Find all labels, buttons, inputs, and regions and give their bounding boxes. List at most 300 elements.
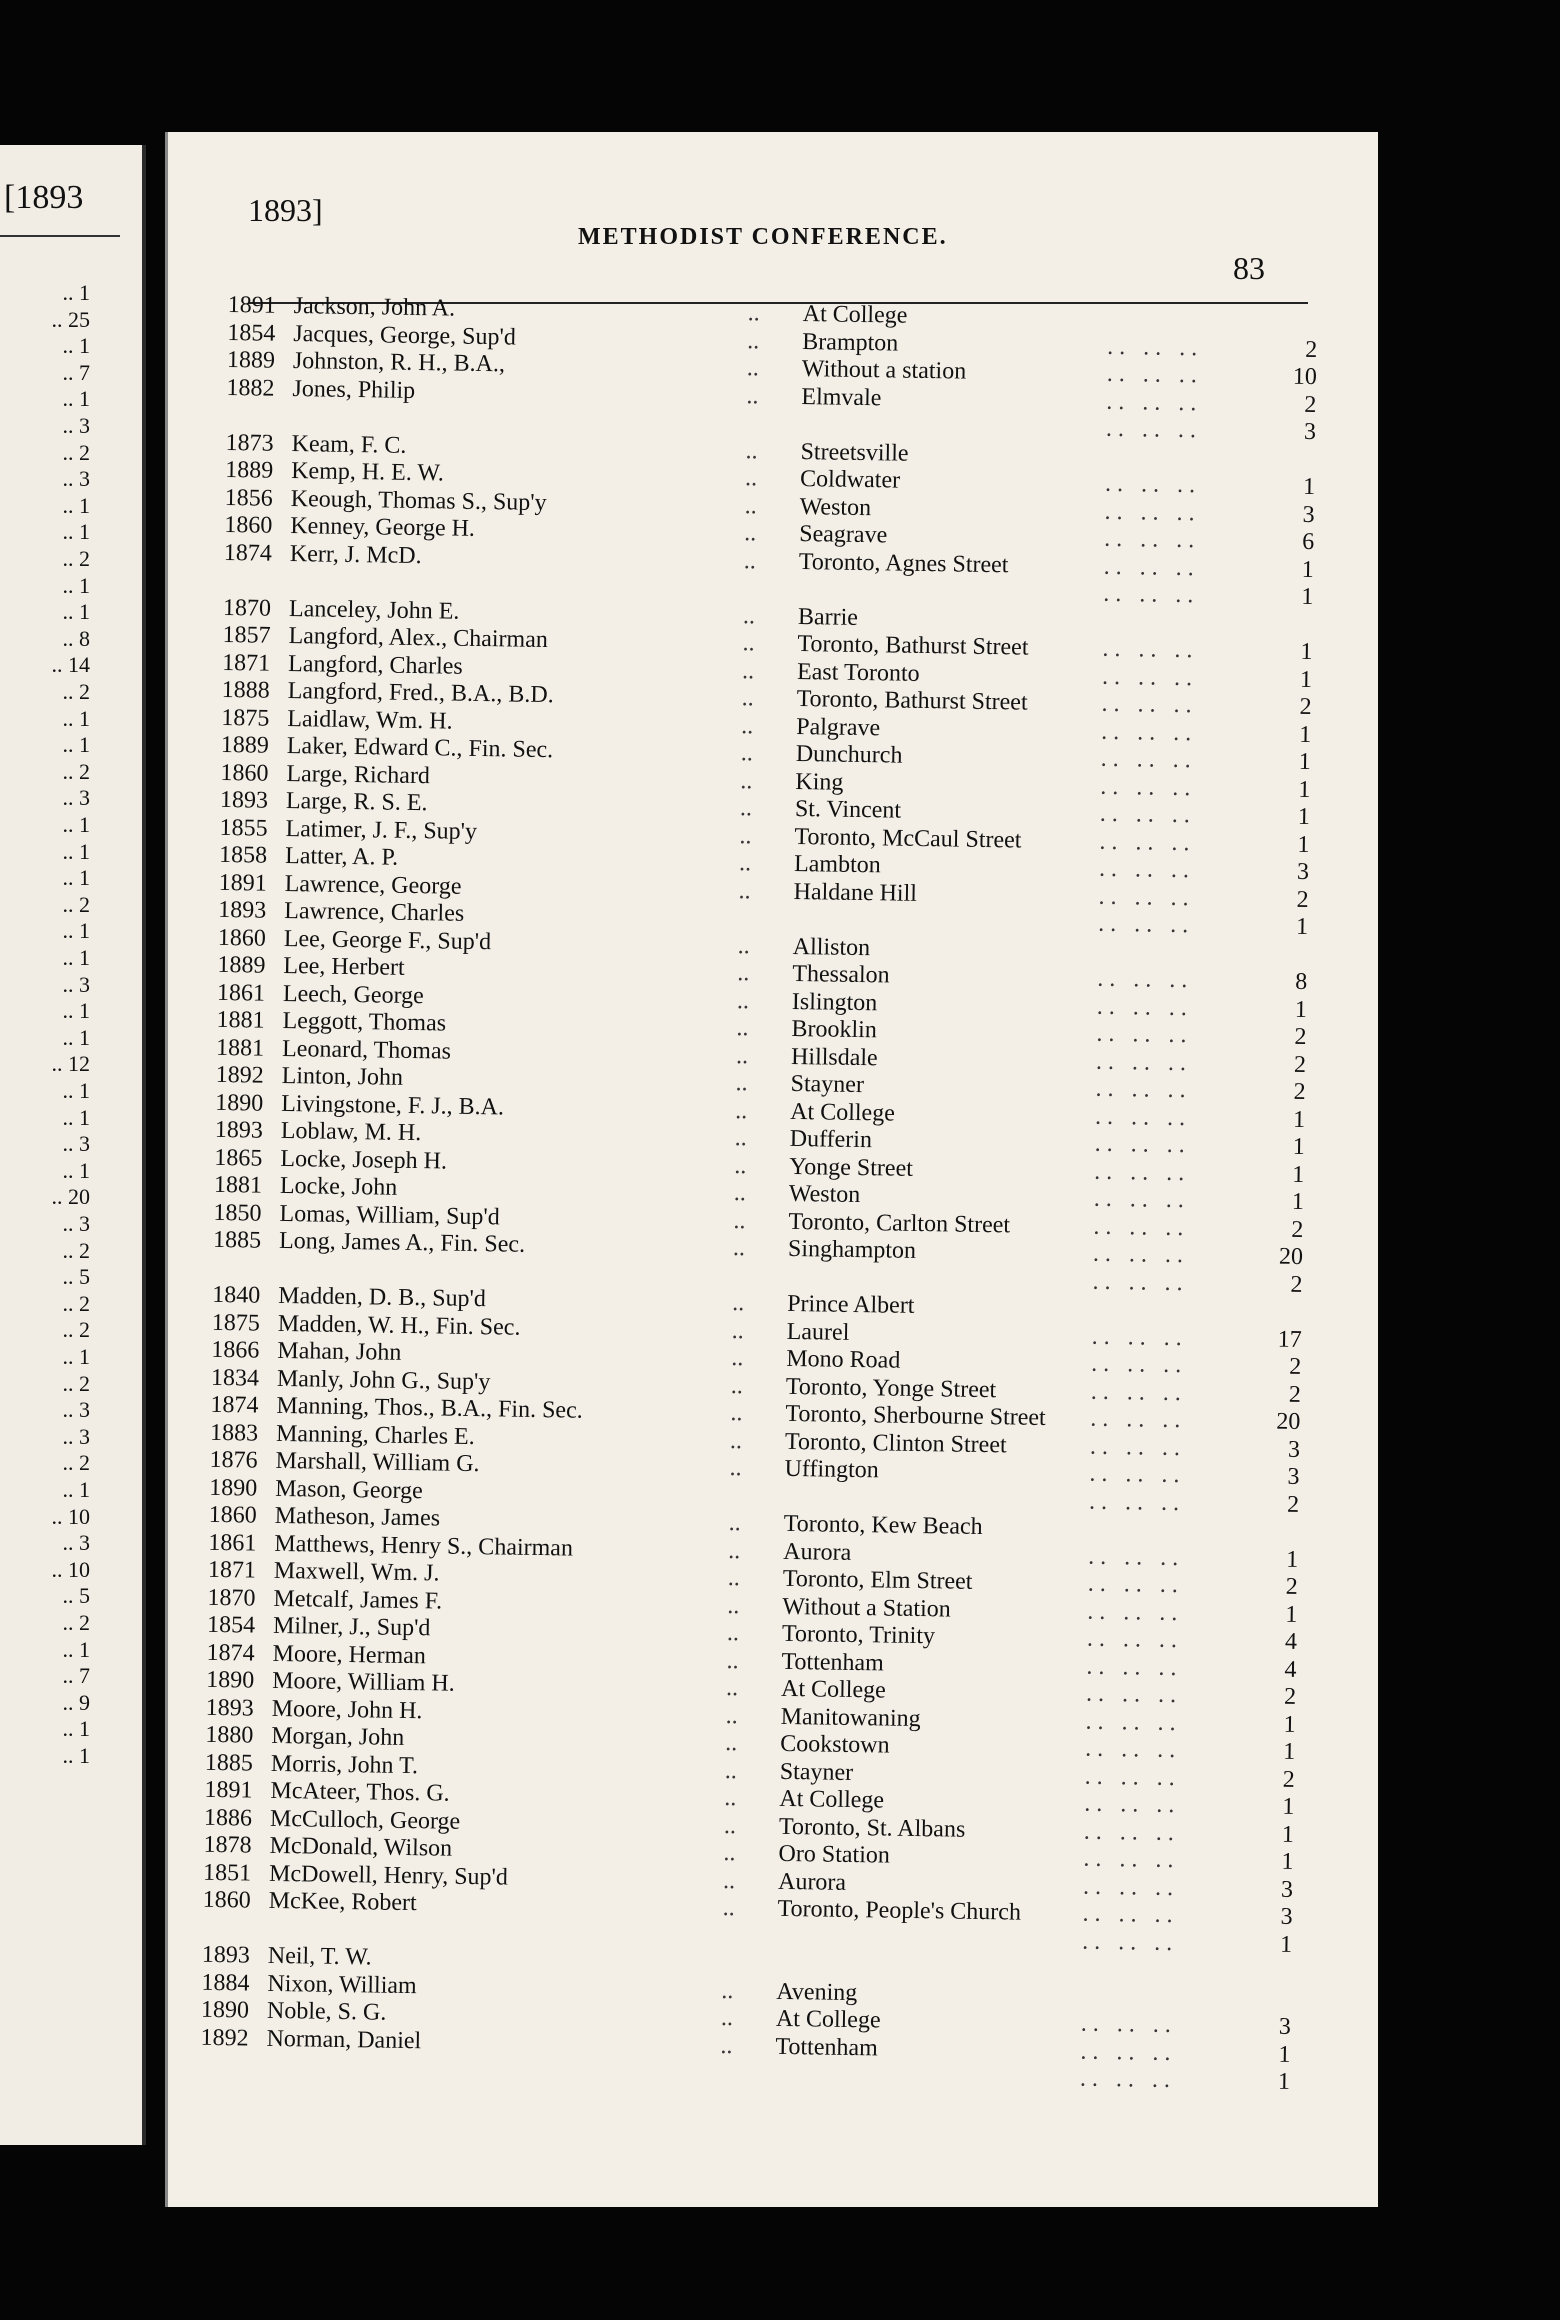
left-number: .. 1 <box>62 812 90 837</box>
entry-station: Weston <box>799 493 872 521</box>
leader-dots: .. <box>725 1702 738 1729</box>
leader-dots: .. <box>721 1977 734 2004</box>
entry-name: Morris, John T. <box>270 1750 419 1779</box>
entry-year <box>200 2052 260 2053</box>
leader-dots: .. .. .. <box>1089 1433 1187 1461</box>
entry-name: Milner, J., Sup'd <box>272 1612 431 1642</box>
entry-year: 1885 <box>204 1749 254 1777</box>
entry-count: 3 <box>1280 1903 1293 1930</box>
entry-count: 1 <box>1281 1848 1294 1875</box>
leader-dots: .. .. .. <box>1107 333 1204 361</box>
entry-year: 1889 <box>224 456 274 484</box>
entry-station: Elmvale <box>801 383 882 411</box>
leader-dots: .. .. .. <box>1106 360 1204 389</box>
leader-dots: .. .. .. <box>1093 1185 1191 1214</box>
left-number: .. 1 <box>62 1636 90 1662</box>
entry-count <box>1232 1958 1292 1959</box>
left-number: .. 12 <box>51 1051 90 1077</box>
entry-name: Latimer, J. F., Sup'y <box>285 815 478 845</box>
entry-name: Langford, Alex., Chairman <box>288 622 549 654</box>
entry-name: Large, R. S. E. <box>285 787 428 817</box>
leader-dots: .. <box>743 547 757 574</box>
entry-station: Toronto, People's Church <box>777 1895 1022 1926</box>
leader-dots: .. <box>736 987 750 1014</box>
left-number: .. 3 <box>62 971 90 997</box>
leader-dots: .. .. .. <box>1088 1543 1185 1571</box>
entry-station: Toronto, Bathurst Street <box>796 685 1028 716</box>
entry-count: 1 <box>1281 1821 1295 1848</box>
entry-year: 1834 <box>210 1364 260 1392</box>
entry-year: 1881 <box>216 1006 265 1034</box>
entry-count: 1 <box>1282 1738 1296 1765</box>
document-page <box>165 132 1378 2207</box>
entry-year: 1881 <box>213 1171 263 1199</box>
entry-year: 1871 <box>221 649 271 677</box>
entry-station: Toronto, Trinity <box>781 1620 936 1650</box>
left-number: .. 1 <box>62 998 90 1024</box>
leader-dots: .. .. .. <box>1094 1103 1192 1131</box>
entry-count <box>1242 1298 1302 1299</box>
leader-dots: .. <box>741 657 755 684</box>
entry-year: 1850 <box>213 1199 262 1227</box>
leader-dots: .. .. .. <box>1098 855 1196 884</box>
leader-dots: .. <box>722 1867 736 1894</box>
leader-dots: .. <box>727 1592 740 1619</box>
entry-year: 1893 <box>219 786 269 814</box>
leader-dots: .. .. .. <box>1096 1020 1193 1049</box>
leader-dots: .. <box>746 382 759 409</box>
entry-year: 1880 <box>205 1721 254 1749</box>
leader-dots: .. <box>730 1372 744 1399</box>
entry-station: Toronto, McCaul Street <box>794 823 1022 854</box>
entry-count: 3 <box>1278 2013 1292 2040</box>
entry-year: 1889 <box>226 346 276 374</box>
leader-dots: .. .. .. <box>1093 1213 1190 1241</box>
leader-dots: .. <box>725 1674 739 1702</box>
entry-year: 1886 <box>203 1804 253 1832</box>
entry-count: 3 <box>1303 418 1317 446</box>
entry-name: Lanceley, John E. <box>288 595 460 625</box>
entry-count: 3 <box>1296 858 1310 886</box>
left-number: .. 1 <box>62 492 90 518</box>
left-number: .. 1 <box>62 918 90 944</box>
entry-name: Norman, Daniel <box>266 2025 422 2054</box>
entry-name: Leech, George <box>282 980 424 1009</box>
entry-count: 1 <box>1282 1793 1295 1820</box>
leader-dots: .. .. .. <box>1081 1928 1179 1956</box>
entry-count: 1 <box>1292 1133 1305 1161</box>
leader-dots: .. .. .. <box>1100 745 1197 774</box>
entry-name: Locke, Joseph H. <box>280 1145 448 1175</box>
left-number: .. 1 <box>62 865 90 891</box>
leader-dots: .. <box>737 960 750 987</box>
leader-dots: .. .. .. <box>1090 1378 1188 1406</box>
entry-station: At College <box>789 1098 896 1127</box>
left-number: .. 2 <box>62 891 90 917</box>
entry-station: Toronto, Clinton Street <box>784 1428 1007 1458</box>
entry-name: Manning, Charles E. <box>275 1420 475 1450</box>
entry-name: Morgan, John <box>271 1722 405 1751</box>
leader-dots: .. <box>741 712 754 739</box>
left-number: .. 3 <box>62 1211 90 1236</box>
entry-name: Latter, A. P. <box>284 842 399 871</box>
left-number: .. 1 <box>62 705 90 731</box>
leader-dots: .. .. .. <box>1091 1323 1188 1351</box>
entry-year: 1860 <box>202 1886 251 1914</box>
entry-name: Mahan, John <box>277 1337 402 1366</box>
entry-count: 1 <box>1295 913 1309 941</box>
entry-name: Moore, William H. <box>271 1667 455 1697</box>
entry-station: Manitowaning <box>780 1703 921 1732</box>
entry-name: Laidlaw, Wm. H. <box>287 705 453 735</box>
entry-year: 1860 <box>220 759 269 787</box>
left-number: .. 1 <box>62 1716 90 1742</box>
entry-year: 1857 <box>222 621 271 649</box>
entry-name: McCulloch, George <box>269 1805 461 1835</box>
entry-count <box>1256 446 1316 447</box>
entry-year: 1866 <box>211 1336 260 1364</box>
entry-count: 2 <box>1294 1023 1307 1051</box>
entry-year: 1854 <box>227 319 276 347</box>
entry-year: 1856 <box>224 484 273 512</box>
entry-year: 1840 <box>212 1281 261 1309</box>
leader-dots: .. <box>722 1894 735 1922</box>
entry-count: 4 <box>1284 1656 1297 1683</box>
entry-station: Weston <box>788 1180 861 1209</box>
entry-station: Toronto, Bathurst Street <box>797 630 1029 661</box>
entry-name: Moore, Herman <box>272 1640 427 1669</box>
entry-year: 1865 <box>214 1144 263 1172</box>
entry-station: Toronto, Sherbourne Street <box>785 1400 1046 1431</box>
entry-count <box>1253 611 1313 612</box>
entry-station: Hillsdale <box>790 1043 878 1071</box>
entry-year: 1890 <box>209 1474 258 1502</box>
leader-dots: .. .. .. <box>1100 773 1197 801</box>
entry-name: McDowell, Henry, Sup'd <box>268 1860 509 1891</box>
entry-name: Kemp, H. E. W. <box>290 458 445 487</box>
entry-station: Dufferin <box>789 1125 873 1154</box>
leader-dots: .. <box>733 1180 747 1207</box>
entry-count: 2 <box>1305 336 1318 363</box>
leader-dots: .. .. .. <box>1085 1735 1182 1764</box>
left-number: .. 2 <box>62 1450 90 1476</box>
entry-name: Mason, George <box>275 1475 423 1504</box>
entry-year: 1889 <box>217 951 266 979</box>
entry-year: 1881 <box>215 1034 265 1062</box>
entry-name: Jacques, George, Sup'd <box>293 320 517 351</box>
entry-count: 1 <box>1277 2068 1291 2095</box>
entry-year: 1885 <box>212 1226 262 1254</box>
entry-year: 1871 <box>207 1556 257 1584</box>
entry-station: Thessalon <box>792 960 890 989</box>
entry-name: Nixon, William <box>267 1970 417 1999</box>
entry-station: Yonge Street <box>789 1153 914 1182</box>
left-number: .. 1 <box>62 945 90 970</box>
entry-count: 1 <box>1297 831 1310 858</box>
entry-count: 20 <box>1276 1408 1301 1435</box>
entry-count: 3 <box>1287 1436 1301 1463</box>
entry-station: At College <box>775 2005 881 2034</box>
entry-year: 1860 <box>208 1501 257 1529</box>
entry-year <box>226 402 286 403</box>
entry-year: 1870 <box>222 594 272 622</box>
leader-dots: .. .. .. <box>1104 498 1201 526</box>
entry-count: 10 <box>1292 363 1318 391</box>
entry-year: 1889 <box>220 731 270 759</box>
leader-dots: .. .. .. <box>1104 470 1202 499</box>
left-number: .. 2 <box>62 758 90 784</box>
leader-dots: .. .. .. <box>1085 1708 1182 1736</box>
page-title: METHODIST CONFERENCE. <box>578 224 948 250</box>
leader-dots: .. <box>720 2032 733 2059</box>
leader-dots: .. .. .. <box>1101 663 1199 691</box>
leader-dots: .. <box>741 685 754 712</box>
left-number: .. 3 <box>62 1131 90 1157</box>
left-number: .. 10 <box>51 1503 90 1529</box>
entry-name: Loblaw, M. H. <box>280 1117 422 1147</box>
leader-dots: .. .. .. <box>1095 1048 1193 1076</box>
entry-year: 1873 <box>225 429 274 457</box>
leader-dots: .. <box>746 355 760 382</box>
entry-station: Uffington <box>784 1455 879 1484</box>
left-number: .. 2 <box>62 546 90 571</box>
leader-dots: .. <box>731 1345 744 1372</box>
leader-dots: .. <box>729 1455 742 1482</box>
leader-dots: .. <box>726 1620 740 1647</box>
leader-dots: .. .. .. <box>1086 1625 1184 1654</box>
leader-dots: .. <box>739 795 753 822</box>
entry-name: Matthews, Henry S., Chairman <box>274 1530 574 1562</box>
leader-dots: .. .. .. <box>1101 690 1198 719</box>
entry-name: Lee, Herbert <box>283 952 405 981</box>
left-number: .. 7 <box>62 1663 90 1689</box>
entry-count: 2 <box>1289 1353 1302 1380</box>
left-number: .. 2 <box>62 1370 90 1396</box>
leader-dots: .. <box>739 822 752 849</box>
leader-dots: .. .. .. <box>1080 2038 1177 2066</box>
entry-count: 2 <box>1282 1766 1295 1793</box>
entry-station: Streetsville <box>800 438 909 467</box>
leader-dots: .. <box>740 740 754 767</box>
leader-dots: .. <box>747 327 760 354</box>
leader-dots: .. <box>738 850 752 877</box>
entry-count: 1 <box>1302 473 1316 501</box>
entry-count: 1 <box>1299 666 1313 693</box>
entry-count: 1 <box>1283 1711 1296 1738</box>
entry-station: Mono Road <box>786 1345 901 1374</box>
entry-count: 1 <box>1301 556 1314 583</box>
leader-dots: .. <box>736 1015 749 1042</box>
left-number: .. 1 <box>62 1078 90 1103</box>
entry-year: 1888 <box>221 676 270 704</box>
entry-year <box>203 1914 263 1915</box>
entry-year: 1884 <box>201 1969 250 1997</box>
leader-dots: .. .. .. <box>1104 525 1201 554</box>
entry-count <box>1258 308 1318 309</box>
leader-dots: .. <box>744 520 757 547</box>
left-number: .. 2 <box>62 439 90 465</box>
entry-count: 2 <box>1296 886 1309 913</box>
entry-count: 1 <box>1292 1106 1306 1133</box>
leader-dots: .. .. .. <box>1106 388 1203 416</box>
leader-dots: .. <box>723 1812 737 1839</box>
entry-name: Large, Richard <box>286 760 431 789</box>
entry-name: Manning, Thos., B.A., Fin. Sec. <box>276 1392 583 1424</box>
entry-year: 1875 <box>211 1309 261 1337</box>
leader-dots: .. .. .. <box>1099 828 1196 856</box>
entry-name: Matheson, James <box>274 1502 441 1532</box>
left-number: .. 3 <box>62 413 90 438</box>
entry-station: Dunchurch <box>795 740 903 769</box>
left-page-fragment <box>0 145 146 2145</box>
entry-station: At College <box>802 301 908 329</box>
leader-dots: .. .. .. <box>1098 883 1195 911</box>
entry-count: 1 <box>1298 748 1311 776</box>
leader-dots: .. <box>735 1042 749 1069</box>
leader-dots: .. .. .. <box>1087 1598 1184 1626</box>
entry-count: 1 <box>1278 2041 1291 2068</box>
entry-station: Palgrave <box>796 713 881 741</box>
entry-station: Cookstown <box>780 1730 890 1759</box>
entry-year <box>224 567 284 568</box>
left-number: .. 20 <box>51 1184 90 1210</box>
leader-dots: .. <box>724 1784 737 1812</box>
entry-year: 1890 <box>200 1996 250 2024</box>
left-number: .. 1 <box>62 1344 90 1369</box>
page-number: 83 <box>1233 250 1265 286</box>
entry-name: Keam, F. C. <box>291 430 407 459</box>
leader-dots: .. <box>745 437 758 464</box>
entry-year: 1891 <box>227 292 276 319</box>
entry-station: East Toronto <box>796 658 920 687</box>
left-number: .. 2 <box>62 679 90 704</box>
entry-name: Langford, Fred., B.A., B.D. <box>287 677 554 709</box>
entry-name: Livingstone, F. J., B.A. <box>281 1090 505 1120</box>
entry-count <box>1239 1518 1299 1519</box>
entry-count: 1 <box>1300 638 1313 666</box>
entry-name: Madden, D. B., Sup'd <box>278 1282 487 1313</box>
entry-station: Barrie <box>797 603 859 631</box>
entry-name: Jackson, John A. <box>293 293 456 322</box>
entry-count: 20 <box>1278 1243 1304 1271</box>
entry-station: King <box>795 768 844 796</box>
leader-dots: .. <box>740 767 753 794</box>
left-header-rule <box>0 235 120 237</box>
leader-dots: .. .. .. <box>1097 910 1195 939</box>
entry-name: Neil, T. W. <box>267 1942 372 1971</box>
leader-dots: .. <box>738 877 751 904</box>
left-number: .. 3 <box>62 785 90 811</box>
entry-year: 1855 <box>219 814 268 842</box>
leader-dots: .. <box>728 1510 741 1537</box>
leader-dots: .. .. .. <box>1084 1790 1181 1819</box>
entry-station: Tottenham <box>781 1648 885 1676</box>
leader-dots: .. .. .. <box>1086 1653 1183 1681</box>
leader-dots: .. <box>727 1565 741 1592</box>
entry-station: Prince Albert <box>786 1290 915 1319</box>
entry-station: Seagrave <box>799 521 888 549</box>
left-number: .. 10 <box>51 1556 90 1582</box>
entry-year: 1893 <box>205 1694 254 1722</box>
entry-station: Stayner <box>779 1758 854 1786</box>
entry-name: Johnston, R. H., B.A., <box>292 348 506 378</box>
entry-year: 1858 <box>218 841 268 869</box>
leader-dots: .. <box>735 1097 748 1124</box>
left-number: .. 2 <box>62 1610 90 1635</box>
entry-year: 1870 <box>207 1584 256 1612</box>
left-number: .. 5 <box>62 1583 90 1609</box>
entry-name: Kenney, George H. <box>290 513 476 542</box>
entry-name: Metcalf, James F. <box>273 1585 443 1615</box>
entry-name: Keough, Thomas S., Sup'y <box>290 485 547 516</box>
leader-dots: .. .. .. <box>1083 1845 1180 1874</box>
entry-station: Toronto, Kew Beach <box>783 1510 983 1541</box>
leader-dots: .. .. .. <box>1092 1240 1190 1269</box>
entry-station: Singhampton <box>787 1235 917 1264</box>
left-number: .. 9 <box>62 1689 90 1715</box>
entry-count: 2 <box>1299 693 1312 721</box>
entry-count: 2 <box>1293 1051 1307 1078</box>
leader-dots: .. <box>734 1152 747 1179</box>
leader-dots: .. .. .. <box>1096 993 1194 1021</box>
entry-year: 1860 <box>224 511 273 539</box>
entry-station: Brooklin <box>791 1015 878 1044</box>
entry-count: 1 <box>1285 1601 1298 1628</box>
entry-station: Brampton <box>802 328 899 357</box>
leader-dots: .. <box>725 1729 738 1757</box>
entry-name: Lee, George F., Sup'd <box>283 925 492 955</box>
leader-dots: .. <box>731 1290 745 1317</box>
entry-station: Islington <box>791 988 878 1016</box>
leader-dots: .. <box>730 1400 743 1427</box>
entry-year: 1861 <box>216 979 266 1007</box>
entry-count: 1 <box>1298 721 1312 748</box>
left-number: .. 3 <box>62 1423 90 1449</box>
entry-year: 1892 <box>215 1061 264 1089</box>
entry-count: 2 <box>1291 1216 1304 1243</box>
entry-year: 1893 <box>214 1116 264 1144</box>
entry-station: Laurel <box>786 1318 850 1346</box>
entry-year: 1890 <box>215 1089 264 1117</box>
leader-dots: .. .. .. <box>1092 1268 1189 1296</box>
entry-count: 1 <box>1301 583 1314 611</box>
entry-year: 1861 <box>208 1529 257 1557</box>
entry-name: Long, James A., Fin. Sec. <box>278 1227 526 1258</box>
entry-count <box>1248 941 1308 942</box>
entry-year: 1890 <box>205 1666 255 1694</box>
leader-dots: .. .. .. <box>1105 415 1203 444</box>
left-number: .. 1 <box>62 1157 90 1183</box>
entry-year: 1874 <box>210 1391 259 1419</box>
entry-name: Marshall, William G. <box>275 1447 480 1478</box>
entry-year: 1876 <box>209 1446 258 1474</box>
entry-year: 1882 <box>226 374 275 402</box>
entry-count: 2 <box>1293 1078 1306 1106</box>
leader-dots: .. <box>723 1839 736 1867</box>
left-number: .. 3 <box>62 466 90 492</box>
leader-dots: .. <box>742 602 756 629</box>
entry-station: Stayner <box>790 1070 865 1099</box>
leader-dots: .. .. .. <box>1103 580 1200 609</box>
leader-dots: .. <box>737 932 750 959</box>
entry-year: 1883 <box>209 1419 259 1447</box>
leader-dots: .. <box>720 2004 734 2032</box>
left-number: .. 2 <box>62 1317 90 1343</box>
entry-station: At College <box>780 1675 886 1704</box>
leader-dots: .. .. .. <box>1079 2065 1177 2094</box>
leader-dots: .. .. .. <box>1097 965 1194 994</box>
entry-station: Oro Station <box>778 1840 891 1869</box>
